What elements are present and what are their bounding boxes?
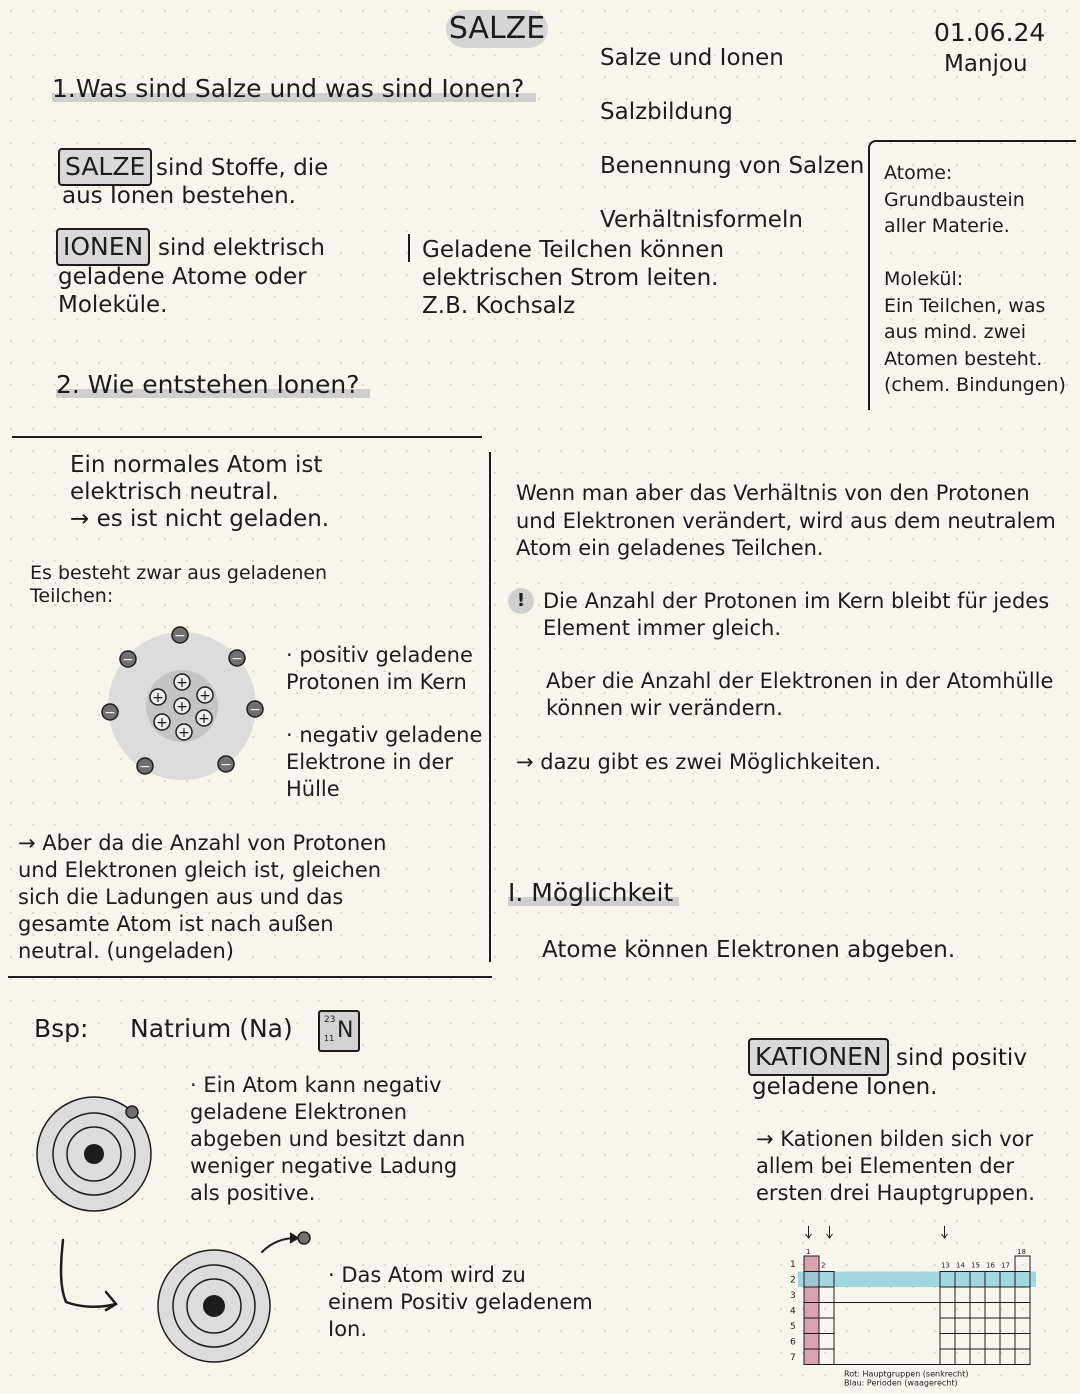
- arrow-icon: [58, 1238, 122, 1312]
- note-bar: [408, 234, 410, 262]
- table-cell: [819, 1349, 834, 1365]
- divider-bottom: [8, 976, 492, 978]
- tile-symbol: N: [337, 1018, 354, 1043]
- table-cell: [970, 1318, 985, 1334]
- table-cell: [940, 1287, 955, 1303]
- minus-sign: −: [249, 702, 261, 718]
- term-salze: SALZE: [58, 148, 152, 186]
- tile-number: 11: [324, 1034, 335, 1043]
- table-cell: [819, 1303, 834, 1319]
- arrow-down-icon: [942, 1226, 948, 1238]
- table-cell: [1000, 1318, 1015, 1334]
- table-cell: [985, 1287, 1000, 1303]
- table-cell: [940, 1349, 955, 1365]
- table-cell: [1015, 1349, 1030, 1365]
- table-cell: [970, 1287, 985, 1303]
- sodium-ion-diagram: [158, 1230, 318, 1366]
- released-electron: [298, 1232, 310, 1244]
- arrow-down-icon: [827, 1226, 833, 1238]
- table-cell: [970, 1303, 985, 1319]
- period-label: 7: [790, 1353, 796, 1363]
- period-label: 1: [790, 1260, 796, 1270]
- legend-blue: Blau: Perioden (waagerecht): [844, 1378, 958, 1388]
- plus-sign: +: [198, 711, 210, 727]
- plus-sign: +: [176, 675, 188, 691]
- charged-particles-note: Geladene Teilchen können elektrischen Strom leiten. Z.B. Kochsalz: [422, 237, 725, 320]
- legend-red: Rot: Hauptgruppen (senkrecht): [844, 1369, 969, 1379]
- minus-sign: −: [104, 705, 116, 721]
- term-ionen: IONEN: [56, 228, 150, 266]
- period-label: 4: [790, 1306, 796, 1317]
- divider-vertical: [489, 452, 491, 962]
- table-cell: [940, 1334, 955, 1350]
- minus-sign: −: [139, 759, 151, 775]
- sodium-atom-diagram: [36, 1096, 156, 1216]
- group-label: 2: [821, 1261, 826, 1270]
- table-cell: [1015, 1256, 1030, 1272]
- electrons-note: Aber die Anzahl der Elektronen in der Atomhülle können wir verändern.: [546, 669, 1054, 720]
- table-cell: [819, 1287, 834, 1303]
- kationen-definition: sind positiv: [896, 1045, 1027, 1071]
- table-cell: [955, 1334, 970, 1350]
- protons-note: Die Anzahl der Protonen im Kern bleibt für jedes Element immer gleich.: [543, 589, 1050, 640]
- group-label: 16: [986, 1261, 995, 1270]
- topic-item: Salze und Ionen: [600, 45, 784, 71]
- group-label: 14: [956, 1261, 965, 1270]
- question-2: 2. Wie entstehen Ionen?: [56, 370, 370, 401]
- table-cell: [1000, 1287, 1015, 1303]
- example-label: Bsp:: [34, 1014, 89, 1043]
- definitions-text: Atome: Grundbaustein aller Materie. Molekül: Ein Teilchen, was aus mind. zwei Atomen besteht. (chem. Bindungen): [884, 162, 1066, 396]
- plus-sign: +: [199, 688, 211, 704]
- minus-sign: −: [122, 652, 134, 668]
- minus-sign: −: [220, 757, 232, 773]
- nucleus: [203, 1295, 225, 1317]
- option-1-text: Atome können Elektronen abgeben.: [542, 937, 956, 963]
- table-cell: [819, 1334, 834, 1350]
- plus-sign: +: [176, 699, 188, 715]
- group-label: 18: [1017, 1248, 1026, 1256]
- table-cell: [970, 1349, 985, 1365]
- table-cell: [985, 1334, 1000, 1350]
- group-label: 1: [806, 1248, 811, 1256]
- neutral-atom-text: Ein normales Atom ist elektrisch neutral. → es ist nicht geladen.: [70, 452, 330, 532]
- kationen-definition-continued: geladene Ionen.: [752, 1074, 938, 1100]
- salze-definition: sind Stoffe, die aus Ionen bestehen.: [62, 155, 329, 210]
- question-1: 1.Was sind Salze und was sind Ionen?: [52, 74, 536, 105]
- table-cell: [1000, 1334, 1015, 1350]
- topic-item: Salzbildung: [600, 99, 733, 125]
- example-text-2: · Das Atom wird zu einem Positiv geladenem Ion.: [328, 1263, 593, 1341]
- topic-item: Benennung von Salzen: [600, 153, 865, 179]
- period-label: 3: [790, 1291, 796, 1301]
- table-cell: [985, 1349, 1000, 1365]
- topic-item: Verhältnisformeln: [600, 207, 803, 233]
- table-cell: [1015, 1318, 1030, 1334]
- table-cell: [940, 1318, 955, 1334]
- plus-sign: +: [156, 715, 168, 731]
- table-cell: [1015, 1334, 1030, 1350]
- ionen-definition-continued: geladene Atome oder Moleküle.: [58, 264, 307, 319]
- table-cell: [955, 1318, 970, 1334]
- topic-list: [600, 18, 864, 261]
- table-cell: [1000, 1349, 1015, 1365]
- tile-mass: 23: [324, 1015, 336, 1025]
- option-1-title: I. Möglichkeit: [508, 878, 679, 909]
- group-label: 15: [971, 1261, 980, 1270]
- table-cell: [940, 1303, 955, 1319]
- nucleus: [84, 1144, 104, 1164]
- ratio-intro: Wenn man aber das Verhältnis von den Protonen und Elektronen verändert, wird aus dem neutralem Atom ein geladenes Teilchen.: [516, 481, 1056, 560]
- table-cell: [1000, 1303, 1015, 1319]
- table-cell: [985, 1318, 1000, 1334]
- table-cell: [1015, 1287, 1030, 1303]
- plus-sign: +: [152, 690, 164, 706]
- author: Manjou: [944, 51, 1028, 77]
- conclusion-text: → Aber da die Anzahl von Protonen und Elektronen gleich ist, gleichen sich die Ladungen aus und das gesamte Atom ist nach außen neutral. (ungeladen): [18, 831, 387, 963]
- protons-label: · positiv geladene Protonen im Kern: [286, 643, 473, 694]
- charged-particles-text: Es besteht zwar aus geladenen Teilchen:: [30, 562, 328, 608]
- divider-top: [12, 436, 482, 438]
- table-cell: [955, 1349, 970, 1365]
- term-kationen: KATIONEN: [748, 1038, 889, 1076]
- example-text-1: · Ein Atom kann negativ geladene Elektronen abgeben und besitzt dann weniger negative Ladung als positive.: [190, 1073, 466, 1205]
- possibilities-text: → dazu gibt es zwei Möglichkeiten.: [516, 750, 882, 774]
- arrow-down-icon: [806, 1226, 812, 1238]
- table-cell: [970, 1334, 985, 1350]
- table-cell: [955, 1303, 970, 1319]
- table-cell: [1015, 1303, 1030, 1319]
- ionen-definition: sind elektrisch: [158, 235, 325, 261]
- plus-sign: +: [178, 725, 190, 741]
- period-label: 6: [790, 1337, 796, 1348]
- period-label: 2: [790, 1275, 796, 1286]
- warning-icon: !: [508, 588, 534, 614]
- minus-sign: −: [174, 628, 186, 644]
- minus-sign: −: [231, 651, 243, 667]
- atom-diagram: [98, 622, 266, 790]
- kationen-note: → Kationen bilden sich vor allem bei Elementen der ersten drei Hauptgruppen.: [756, 1127, 1035, 1205]
- electrons-label: · negativ geladene Elektrone in der Hülle: [286, 723, 483, 801]
- valence-electron: [126, 1106, 138, 1118]
- table-cell: [955, 1287, 970, 1303]
- table-cell: [819, 1318, 834, 1334]
- example-element: Natrium (Na): [130, 1014, 293, 1043]
- page-title: SALZE: [446, 10, 548, 48]
- group-label: 17: [1001, 1261, 1010, 1270]
- transition-block: [834, 1303, 940, 1365]
- periodic-table-sketch: [770, 1224, 1060, 1392]
- date: 01.06.24: [934, 18, 1046, 47]
- group-label: 13: [941, 1261, 950, 1270]
- element-tile: [318, 1010, 360, 1052]
- table-cell: [985, 1303, 1000, 1319]
- period-label: 5: [790, 1322, 796, 1332]
